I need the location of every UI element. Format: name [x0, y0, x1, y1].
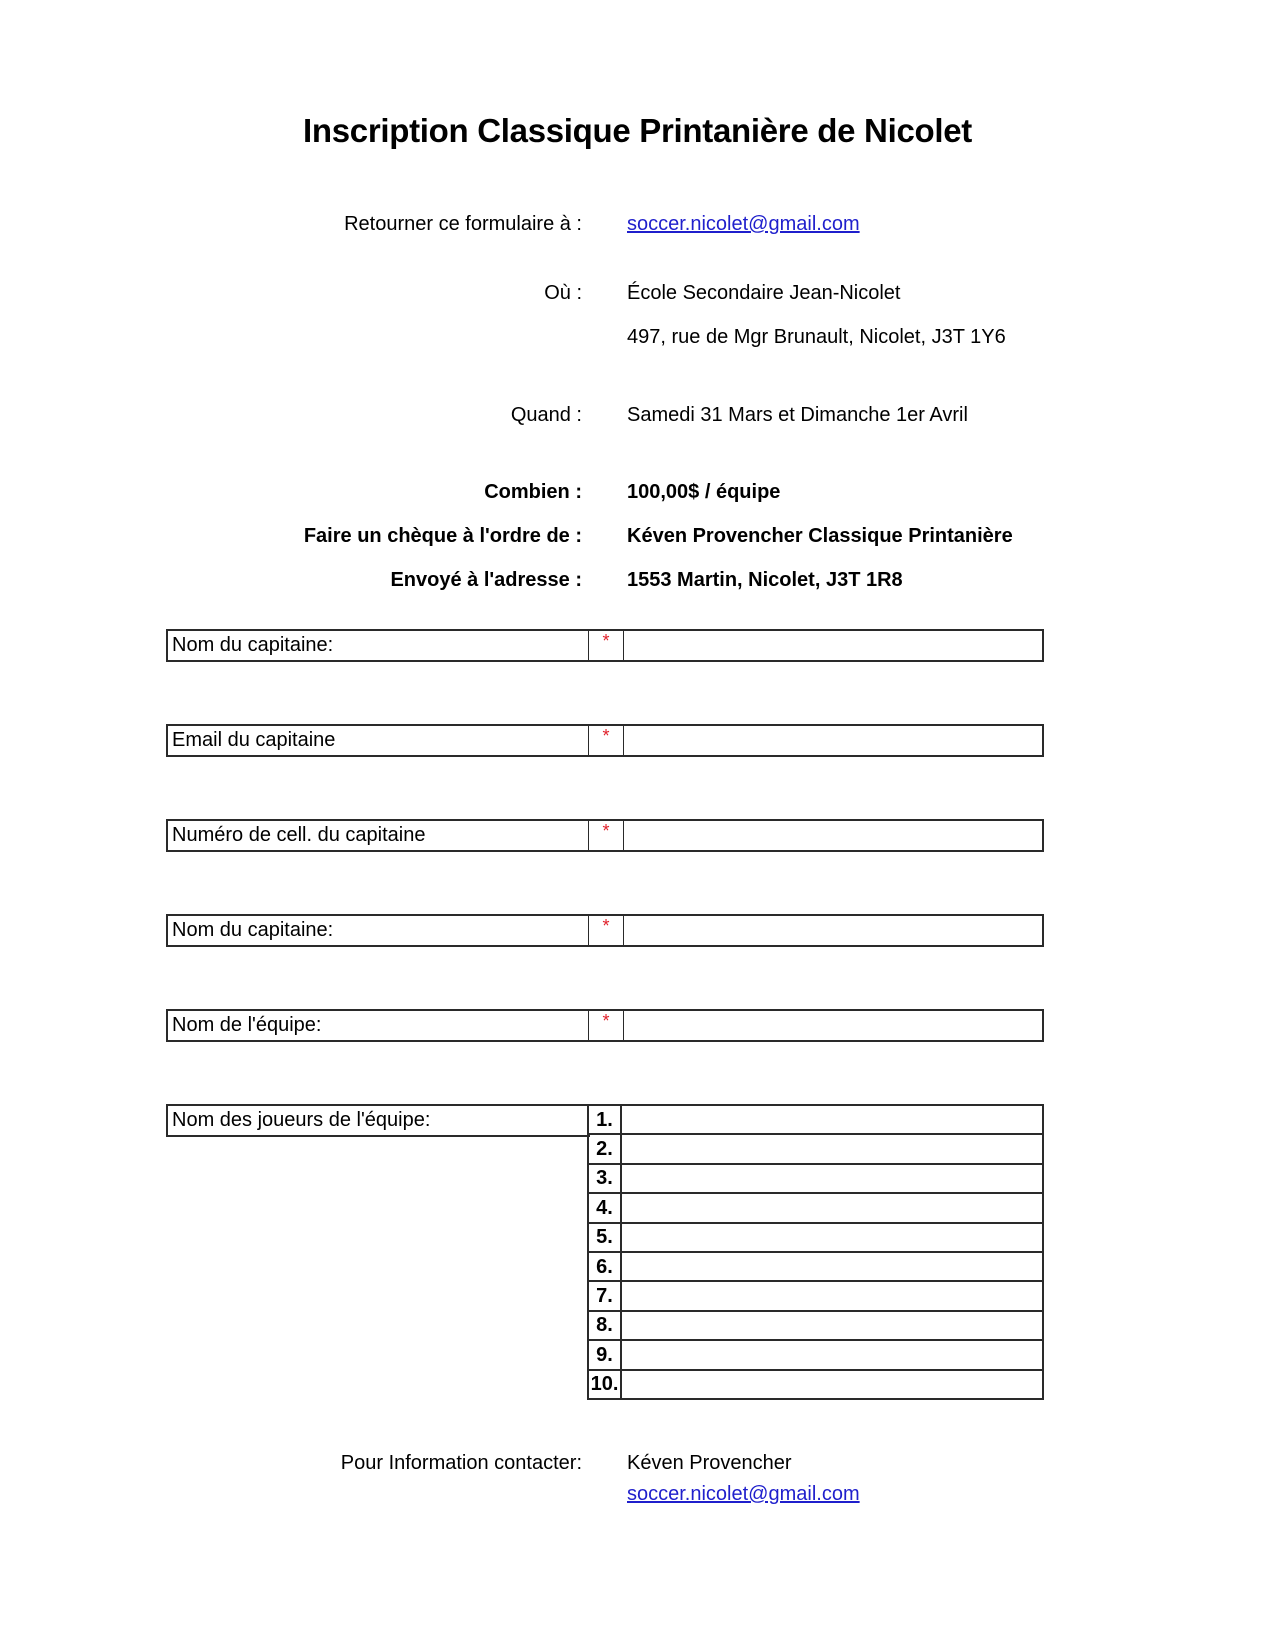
mail-address-value: 1553 Martin, Nicolet, J3T 1R8 [627, 569, 903, 591]
field-label: Email du capitaine [168, 726, 589, 755]
captain-name-input-2[interactable] [624, 916, 1042, 945]
team-name-row [166, 1009, 1044, 1042]
player-row [588, 1134, 1043, 1163]
player-row [588, 1281, 1043, 1310]
required-marker: * [589, 1011, 624, 1040]
player-row [588, 1340, 1043, 1369]
cost-label: Combien : [484, 481, 582, 503]
player-row [588, 1311, 1043, 1340]
player-number: 8. [588, 1311, 621, 1340]
captain-email-row [166, 724, 1044, 757]
captain-name-input[interactable] [624, 631, 1042, 660]
captain-name-row [166, 629, 1044, 662]
required-marker: * [589, 916, 624, 945]
when-label: Quand : [510, 404, 582, 426]
contact-email-link[interactable]: soccer.nicolet@gmail.com [627, 1483, 860, 1505]
team-name-input[interactable] [624, 1011, 1042, 1040]
player-number: 9. [588, 1340, 621, 1369]
player-input[interactable] [622, 1165, 1042, 1192]
player-input[interactable] [622, 1224, 1042, 1251]
captain-phone-input[interactable] [624, 821, 1042, 850]
contact-label: Pour Information contacter: [340, 1452, 582, 1474]
player-row [588, 1252, 1043, 1281]
player-number: 6. [588, 1252, 621, 1281]
cheque-payee: Kéven Provencher Classique Printanière [627, 525, 1013, 547]
where-address: 497, rue de Mgr Brunault, Nicolet, J3T 1Y6 [627, 326, 1006, 348]
player-input[interactable] [622, 1371, 1042, 1398]
where-label: Où : [544, 282, 582, 304]
player-input[interactable] [622, 1136, 1042, 1163]
page-title: Inscription Classique Printanière de Nicolet [303, 112, 972, 149]
captain-email-input[interactable] [624, 726, 1042, 755]
player-input[interactable] [622, 1283, 1042, 1310]
player-row [588, 1370, 1043, 1399]
player-row [588, 1105, 1043, 1134]
field-label: Numéro de cell. du capitaine [168, 821, 589, 850]
captain-name-row-2 [166, 914, 1044, 947]
player-input[interactable] [622, 1341, 1042, 1368]
where-venue: École Secondaire Jean-Nicolet [627, 282, 901, 304]
captain-phone-row [166, 819, 1044, 852]
contact-name: Kéven Provencher [627, 1452, 792, 1474]
player-number: 10. [588, 1370, 621, 1399]
players-table [587, 1104, 1044, 1400]
field-label: Nom du capitaine: [168, 916, 589, 945]
player-number: 7. [588, 1281, 621, 1310]
players-label: Nom des joueurs de l'équipe: [166, 1104, 590, 1137]
when-value: Samedi 31 Mars et Dimanche 1er Avril [627, 404, 968, 426]
player-input[interactable] [622, 1106, 1042, 1133]
return-label: Retourner ce formulaire à : [344, 213, 582, 235]
player-input[interactable] [622, 1194, 1042, 1221]
field-label: Nom de l'équipe: [168, 1011, 589, 1040]
cheque-label: Faire un chèque à l'ordre de : [303, 525, 582, 547]
return-email-link[interactable]: soccer.nicolet@gmail.com [627, 213, 860, 235]
player-number: 4. [588, 1193, 621, 1222]
required-marker: * [589, 631, 624, 660]
player-number: 1. [588, 1105, 621, 1134]
player-row [588, 1164, 1043, 1193]
player-input[interactable] [622, 1312, 1042, 1339]
player-row [588, 1193, 1043, 1222]
required-marker: * [589, 821, 624, 850]
player-number: 5. [588, 1223, 621, 1252]
required-marker: * [589, 726, 624, 755]
player-number: 2. [588, 1134, 621, 1163]
player-input[interactable] [622, 1253, 1042, 1280]
cost-value: 100,00$ / équipe [627, 481, 781, 503]
mail-address-label: Envoyé à l'adresse : [390, 569, 582, 591]
field-label: Nom du capitaine: [168, 631, 589, 660]
player-row [588, 1223, 1043, 1252]
player-number: 3. [588, 1164, 621, 1193]
